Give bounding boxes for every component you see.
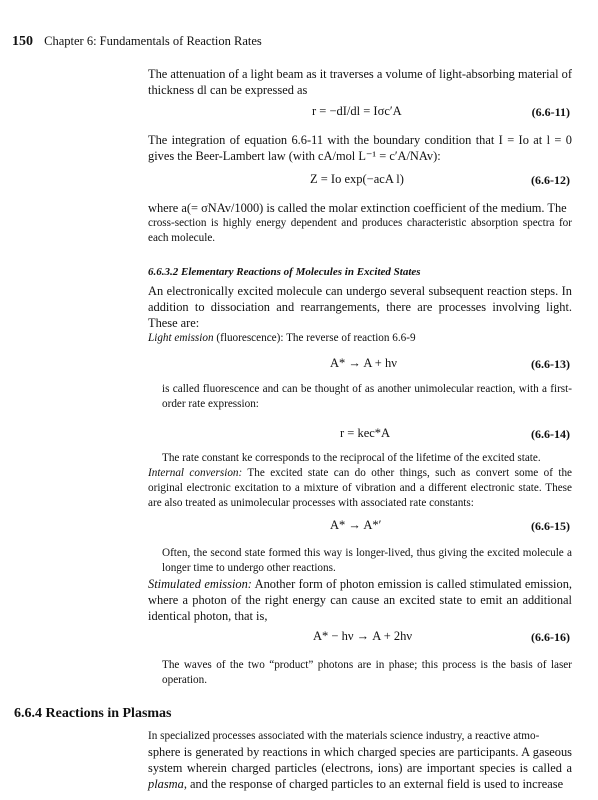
light-emission-item xyxy=(148,331,572,346)
paragraph-excited-molecule: An electronically excited molecule can undergo several subsequent reaction steps. In addition to dissociation and rearrangements, there are processes involving light. These are: xyxy=(148,284,572,330)
stimulated-emission-text: Another form of photon emission is called stimulated emission, where a photon of the right energy can cause an excited state to emit an additional identical photon, that is, xyxy=(148,577,572,623)
stimulated-emission-item xyxy=(148,576,572,624)
equation-number-6-6-11: (6.6-11) xyxy=(531,105,570,119)
paragraph-laser: The waves of the two “product” photons are in phase; this process is the basis of laser operation. xyxy=(162,659,572,686)
paragraph-plasmas xyxy=(148,729,572,792)
equation-number-6-6-12: (6.6-12) xyxy=(531,173,570,187)
stimulated-emission-term: Stimulated emission: xyxy=(148,577,252,591)
equation-6-6-13: A* → A + hν xyxy=(330,356,397,370)
light-emission-term: Light emission xyxy=(148,332,214,344)
plasma-term: plasma xyxy=(148,777,184,791)
paragraph-extinction-rest: cross-section is highly energy dependent and produces characteristic absorption spectra for each molecule. xyxy=(148,217,572,244)
equation-6-6-15: A* → A*′ xyxy=(330,518,382,532)
equation-6-6-16: A* − hν → A + 2hν xyxy=(313,629,413,643)
running-title: Chapter 6: Fundamentals of Reaction Rates xyxy=(44,34,262,48)
paragraph-integration: The integration of equation 6.6-11 with the boundary condition that I = Io at l = 0 gives the Beer-Lambert law (with cA/mol L⁻¹ = c′A/NAv): xyxy=(148,133,572,163)
page-number: 150 xyxy=(12,34,33,49)
paragraph-rate-constant: The rate constant ke corresponds to the reciprocal of the lifetime of the excited state. xyxy=(162,452,541,464)
paragraph-attenuation: The attenuation of a light beam as it traverses a volume of light-absorbing material of thickness dl can be expressed as xyxy=(148,67,572,97)
paragraph-plasmas-body: sphere is generated by reactions in which charged species are participants. A gaseous system wherein charged particles (electrons, ions) are important species is called a xyxy=(148,745,572,775)
equation-6-6-11: r = −dI/dl = Iσc′A xyxy=(312,104,402,118)
paragraph-longer-lived: Often, the second state formed this way is longer-lived, thus giving the excited molecule a longer time to undergo other reactions. xyxy=(162,547,572,574)
section-title: 6.6.4 Reactions in Plasmas xyxy=(14,706,172,721)
paragraph-extinction xyxy=(148,200,572,246)
internal-conversion-item xyxy=(148,466,572,511)
internal-conversion-text: The excited state can do other things, such as convert some of the original electronic excitation to a mixture of vibration and a different electronic state. These are also treated as unimolecular processes with associated rate constants: xyxy=(148,467,572,509)
internal-conversion-term: Internal conversion: xyxy=(148,467,243,479)
subsection-heading: 6.6.3.2 Elementary Reactions of Molecules in Excited States xyxy=(148,266,421,278)
paragraph-extinction-line1: where a(= σNAv/1000) is called the molar extinction coefficient of the medium. The xyxy=(148,201,567,215)
paragraph-plasmas-end: , and the response of charged particles to an external field is used to increase xyxy=(183,777,564,791)
equation-6-6-14: r = kec*A xyxy=(340,426,391,440)
running-header xyxy=(12,34,262,50)
light-emission-text: (fluorescence): The reverse of reaction 6.6-9 xyxy=(213,332,416,344)
equation-number-6-6-13: (6.6-13) xyxy=(531,357,570,371)
equation-number-6-6-15: (6.6-15) xyxy=(531,519,570,533)
equation-number-6-6-14: (6.6-14) xyxy=(531,427,570,441)
equation-number-6-6-16: (6.6-16) xyxy=(531,630,570,644)
paragraph-plasmas-line1: In specialized processes associated with the materials science industry, a reactive atmo- xyxy=(148,730,540,742)
paragraph-fluorescence: is called fluorescence and can be thought of as another unimolecular reaction, with a first-order rate expression: xyxy=(162,383,572,410)
equation-6-6-12: Z = Io exp(−acA l) xyxy=(310,172,404,186)
